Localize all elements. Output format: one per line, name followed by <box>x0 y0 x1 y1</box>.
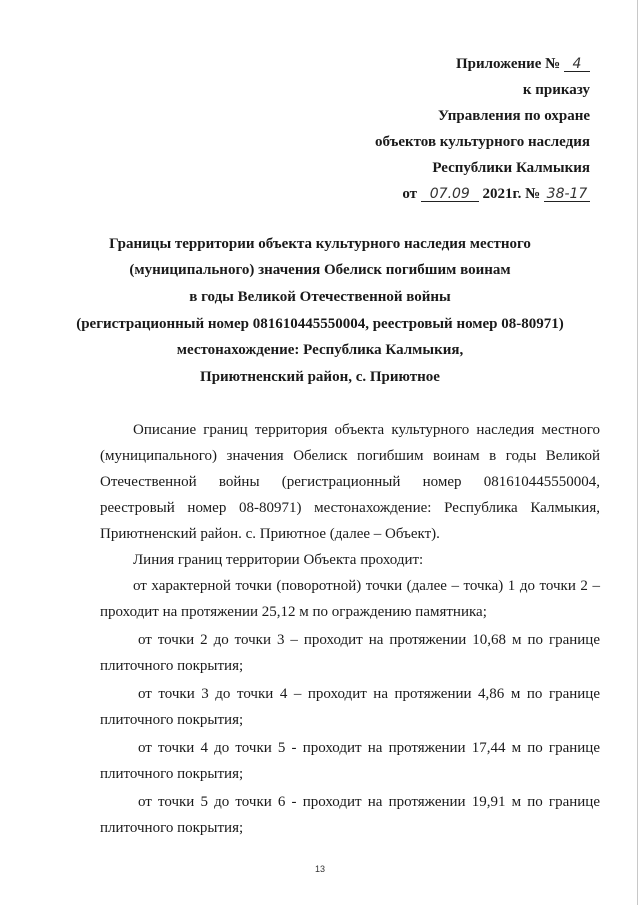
scan-edge-line <box>637 0 638 905</box>
title-line-6: Приютненский район, с. Приютное <box>200 369 440 385</box>
annex-label: Приложение № <box>455 56 561 72</box>
body-line-16: плиточного покрытия; <box>100 820 244 836</box>
body-line-15: от точки 5 до точки 6 - проходит на протяжении 19,91 м по границе <box>138 794 600 810</box>
body-line-2: (муниципального) значения Обелиск погибшим воинам в годы Великой <box>100 448 600 464</box>
title-line-3: в годы Великой Отечественной войны <box>189 289 451 305</box>
body-line-7: от характерной точки (поворотной) точки (далее – точка) 1 до точки 2 – <box>133 578 600 594</box>
annex-date-handwritten: 07.09 <box>421 187 479 202</box>
body-line-14: плиточного покрытия; <box>100 766 244 782</box>
annex-order-number-handwritten: 38-17 <box>544 187 590 202</box>
body-line-6: Линия границ территории Объекта проходит: <box>133 552 424 568</box>
page-number: 13 <box>314 864 325 874</box>
body-line-11: от точки 3 до точки 4 – проходит на протяжении 4,86 м по границе <box>138 686 600 702</box>
title-line-5: местонахождение: Республика Калмыкия, <box>176 342 464 358</box>
body-line-1: Описание границ территория объекта культурного наследия местного <box>133 422 600 438</box>
annex-heritage-line: объектов культурного наследия <box>374 134 590 150</box>
title-line-2: (муниципального) значения Обелиск погибшим воинам <box>129 262 511 278</box>
annex-number-handwritten: 4 <box>564 57 590 72</box>
annex-department-line: Управления по охране <box>437 108 590 124</box>
annex-republic-line: Республики Калмыкия <box>432 160 590 176</box>
body-line-5: Приютненский район. с. Приютное (далее – Объект). <box>100 526 440 542</box>
body-line-9: от точки 2 до точки 3 – проходит на протяжении 10,68 м по границе <box>138 632 600 648</box>
annex-order-line: к приказу <box>522 82 590 98</box>
annex-number-line <box>456 56 590 73</box>
body-line-4: реестровый номер 08-80971) местонахождение: Республика Калмыкия, <box>100 500 600 516</box>
title-line-4: (регистрационный номер 081610445550004, реестровый номер 08-80971) <box>76 316 564 332</box>
body-line-8: проходит на протяжении 25,12 м по ограждению памятника; <box>100 604 487 620</box>
body-line-10: плиточного покрытия; <box>100 658 244 674</box>
title-line-1: Границы территории объекта культурного наследия местного <box>109 236 531 252</box>
annex-date-line <box>402 186 590 203</box>
annex-date-prefix: от <box>402 186 418 202</box>
annex-date-year: 2021г. № <box>482 186 541 202</box>
body-line-12: плиточного покрытия; <box>100 712 244 728</box>
body-line-13: от точки 4 до точки 5 - проходит на протяжении 17,44 м по границе <box>138 740 600 756</box>
body-line-3: Отечественной войны (регистрационный номер 081610445550004, <box>100 474 600 490</box>
